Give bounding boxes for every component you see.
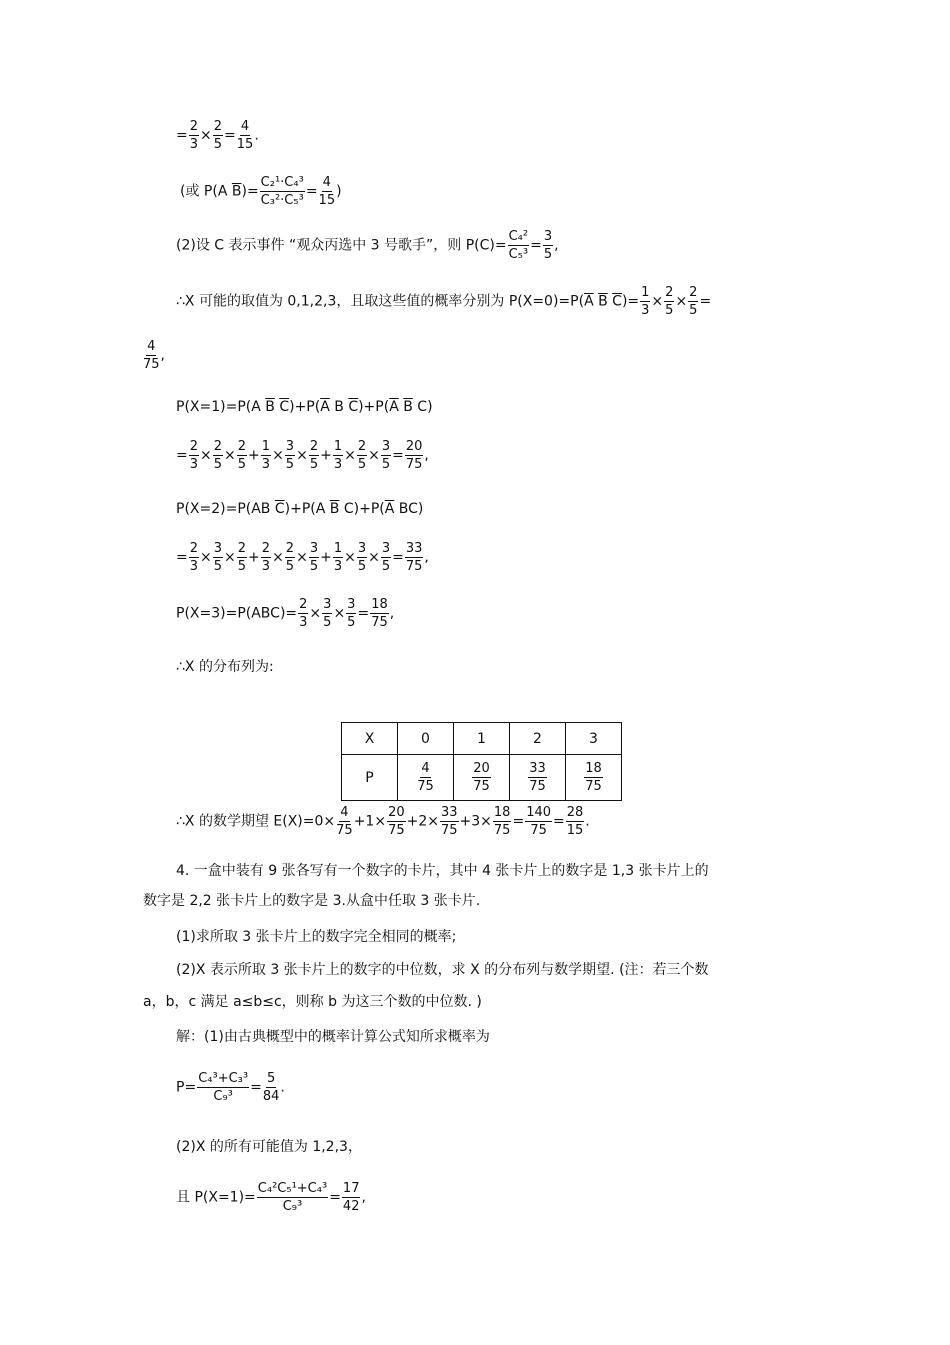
table-header-cell: 3 bbox=[566, 723, 622, 755]
problem-4-line-2: 数字是 2,2 张卡片上的数字是 3.从盒中任取 3 张卡片. bbox=[143, 893, 481, 909]
eq-line-9: = $\frac{2}{3}$ × $\frac{3}{5}$ × $\frac{2}{5}$ + $\frac{2}{3}$ × $\frac{2}{5}$ × $\frac{3}{5}$ + $\frac{1}{3}$ × $\frac{3}{5}$ × $\frac{3}{5}$ = $\frac{33}{75}$ , bbox=[176, 541, 429, 574]
expectation-line: ∴X 的数学期望 E(X)=0× $\frac{4}{75}$ +1× $\frac{20}{75}$ +2× $\frac{33}{75}$ +3× $\frac{18}{75}$ = $\frac{140}{75}$ = $\frac{28}{15}$ . bbox=[176, 805, 590, 838]
problem-4-q1: (1)求所取 3 张卡片上的数字完全相同的概率; bbox=[176, 929, 457, 945]
table-cell: $\frac{20}{75}$ bbox=[454, 755, 510, 801]
eq-line-2: (或 P(A $\overline{B})=$ $\frac{\text{C₂¹·C₄³}}{\text{C₃²·C₅³}}$ = $\frac{4}{15}$ ) bbox=[180, 175, 342, 208]
eq-line-10: P(X=3)=P(ABC)= $\frac{2}{3}$ × $\frac{3}{5}$ × $\frac{3}{5}$ = $\frac{18}{75}$ , bbox=[176, 597, 395, 630]
probability-x1: 且 P(X=1)= $\frac{\text{C₄²C₅¹+C₄³}}{\text{C₉³}}$ = $\frac{17}{42}$ , bbox=[176, 1181, 366, 1214]
problem-4-line-1: 4. 一盒中装有 9 张各写有一个数字的卡片，其中 4 张卡片上的数字是 1,3 张卡片上的 bbox=[176, 863, 709, 879]
eq-line-1: = $\frac{2}{3}$ × $\frac{2}{5}$ = $\frac{4}{15}$ . bbox=[176, 119, 259, 152]
x-values: (2)X 的所有可能值为 1,2,3， bbox=[176, 1139, 362, 1155]
table-header-cell: X bbox=[342, 723, 398, 755]
table-cell: $\frac{18}{75}$ bbox=[566, 755, 622, 801]
table-header-cell: 0 bbox=[398, 723, 454, 755]
distribution-heading: ∴X 的分布列为: bbox=[176, 659, 274, 675]
table-header-cell: 1 bbox=[454, 723, 510, 755]
solution-intro: 解：(1)由古典概型中的概率计算公式知所求概率为 bbox=[176, 1029, 490, 1045]
table-cell: $\frac{33}{75}$ bbox=[510, 755, 566, 801]
problem-4-q2b: a，b，c 满足 a≤b≤c，则称 b 为这三个数的中位数. ) bbox=[143, 994, 482, 1010]
eq-line-3: (2)设 C 表示事件 “观众丙选中 3 号歌手”，则 P(C)= $\frac{\text{C₄²}}{\text{C₅³}}$ = $\frac{3}{5}$ , bbox=[176, 229, 559, 262]
probability-p: P= $\frac{\text{C₄³+C₃³}}{\text{C₉³}}$ = $\frac{5}{84}$ . bbox=[176, 1071, 285, 1104]
eq-line-7: = $\frac{2}{3}$ × $\frac{2}{5}$ × $\frac{2}{5}$ + $\frac{1}{3}$ × $\frac{3}{5}$ × $\frac{2}{5}$ + $\frac{1}{3}$ × $\frac{2}{5}$ × $\frac{3}{5}$ = $\frac{20}{75}$ , bbox=[176, 439, 429, 472]
eq-line-6: P(X=1)=P(A $\overline{B}$ $\overline{C})+P(\overline{A}$ B $\overline{C})+P(\overline{A}$ $\overline{B}$ C) bbox=[176, 399, 433, 415]
table-header-cell: 2 bbox=[510, 723, 566, 755]
table-cell: $\frac{4}{75}$ bbox=[398, 755, 454, 801]
distribution-table bbox=[341, 722, 622, 801]
problem-4-q2a: (2)X 表示所取 3 张卡片上的数字的中位数，求 X 的分布列与数学期望. (注：若三个数 bbox=[176, 962, 709, 978]
eq-line-5: $\frac{4}{75}$ , bbox=[143, 339, 165, 372]
eq-line-8: P(X=2)=P(AB $\overline{C})+P(A$ $\overline{B}$ $C)+P(\overline{A}$ BC) bbox=[176, 501, 424, 517]
table-p-label: P bbox=[342, 755, 398, 801]
eq-line-4: ∴X 可能的取值为 0,1,2,3，且取这些值的概率分别为 $P(X=0)=P(\overline{A}$ $\overline{B}$ $\overline{C})=$ $\frac{1}{3}$ × $\frac{2}{5}$ × $\frac{2}{5}$ = bbox=[176, 285, 712, 318]
